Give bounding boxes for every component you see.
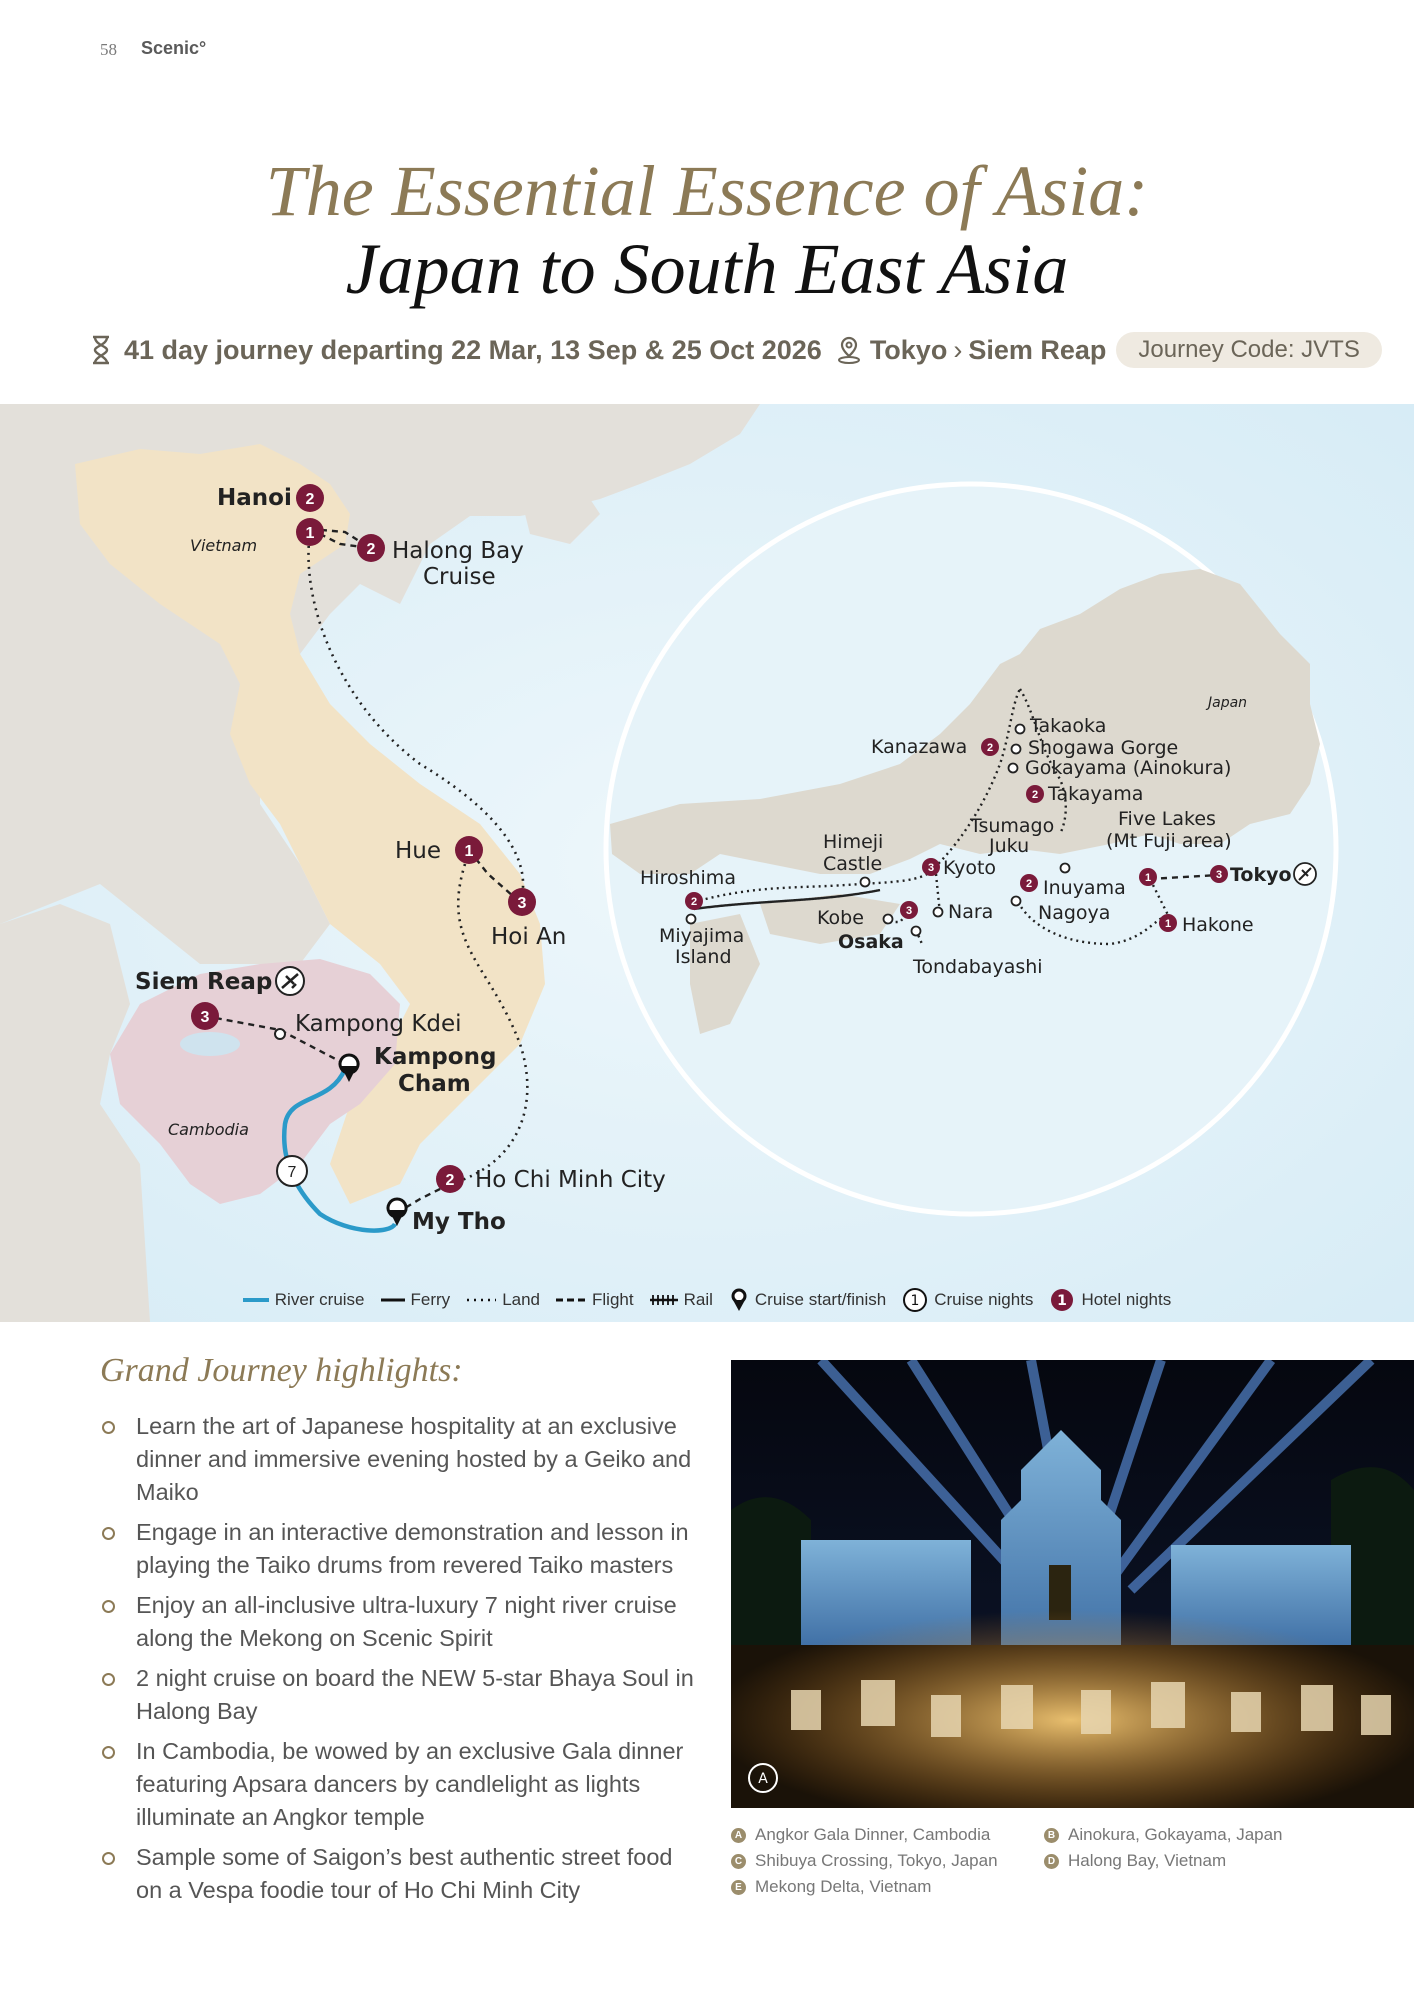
chevron-right-icon: › [953, 334, 963, 365]
place-label-kampong-kdei: Kampong Kdei [295, 1011, 462, 1037]
svg-text:2: 2 [445, 1172, 455, 1189]
journey-duration: 41 day journey departing 22 Mar, 13 Sep & 25 Oct 2026 [124, 334, 822, 365]
rail-line-icon [650, 1293, 678, 1307]
hotel-marker-hakone [1159, 914, 1177, 932]
list-item: Engage in an interactive demonstration and lesson in playing the Taiko drums from revered Taiko masters [100, 1516, 700, 1582]
place-label-hue: Hue [395, 838, 442, 864]
place-label-halong-2: Cruise [423, 564, 496, 590]
list-item: 2 night cruise on board the NEW 5-star Bhaya Soul in Halong Bay [100, 1662, 700, 1728]
legend-land: Land [466, 1290, 540, 1310]
bullet-icon [102, 1852, 115, 1865]
page-number: 58 [100, 40, 117, 59]
angkor-gala-photo [731, 1360, 1414, 1808]
journey-summary [90, 330, 1382, 370]
place-label-takayama: Takayama [1048, 783, 1144, 805]
bullet-icon [102, 1600, 115, 1613]
place-label-hanoi: Hanoi [217, 485, 292, 511]
caption-item: D Halong Bay, Vietnam [1044, 1851, 1226, 1871]
stop-marker-kampong-kdei [275, 1029, 285, 1039]
place-label-kampong-cham-1: Kampong [374, 1044, 497, 1070]
place-label-five-lakes-1: Five Lakes [1118, 808, 1216, 830]
hotel-marker-hanoi [296, 484, 324, 512]
bullet-icon [102, 1421, 115, 1434]
list-item: Learn the art of Japanese hospitality at an exclusive dinner and immersive evening hosted by a Geiko and Maiko [100, 1410, 700, 1509]
legend-cruise-start: Cruise start/finish [729, 1287, 886, 1313]
place-label-takaoka: Takaoka [1030, 715, 1107, 737]
tonle-sap-lake [180, 1032, 240, 1056]
place-label-siem-reap: Siem Reap [135, 969, 273, 995]
svg-text:2: 2 [1031, 789, 1039, 801]
airport-icon-siem-reap [276, 967, 304, 995]
svg-text:7: 7 [287, 1164, 297, 1181]
hotel-marker-takayama [1026, 785, 1044, 803]
cruise-pin-icon [729, 1287, 749, 1313]
country-label-vietnam: Vietnam [190, 536, 258, 555]
svg-text:2: 2 [305, 491, 315, 508]
legend-hotel-nights: 1 Hotel nights [1049, 1287, 1171, 1313]
flight-line-icon [556, 1296, 586, 1304]
caption-item: C Shibuya Crossing, Tokyo, Japan [731, 1851, 998, 1871]
legend-river-cruise: River cruise [243, 1290, 365, 1310]
svg-text:3: 3 [927, 862, 935, 874]
svg-text:1: 1 [305, 525, 315, 542]
hotel-nights-icon [1049, 1287, 1075, 1313]
hotel-marker-siem-reap [191, 1002, 219, 1030]
svg-text:2: 2 [986, 742, 994, 754]
place-label-kyoto: Kyoto [943, 857, 997, 879]
photo-badge-letter: A [758, 1771, 768, 1787]
legend-cruise-nights: 1 Cruise nights [902, 1287, 1033, 1313]
svg-text:3: 3 [517, 895, 527, 912]
highlights-list [100, 1410, 700, 1914]
svg-text:1: 1 [1057, 1293, 1068, 1309]
hotel-marker-five-lakes [1139, 868, 1157, 886]
hotel-marker-inuyama [1020, 874, 1038, 892]
svg-text:1: 1 [910, 1293, 920, 1309]
place-label-tokyo: Tokyo [1230, 864, 1292, 886]
bullet-icon [102, 1673, 115, 1686]
place-label-himeji-1: Himeji [823, 831, 884, 853]
river-line-icon [243, 1296, 269, 1304]
hotel-marker-kanazawa [981, 738, 999, 756]
place-label-halong-1: Halong Bay [392, 538, 524, 564]
journey-origin: Tokyo [869, 334, 948, 365]
highlights-heading: Grand Journey highlights: [100, 1352, 463, 1389]
hotel-marker-kyoto [922, 858, 940, 876]
caption-item: E Mekong Delta, Vietnam [731, 1877, 931, 1897]
place-label-himeji-2: Castle [823, 853, 883, 875]
list-item: Enjoy an all-inclusive ultra-luxury 7 night river cruise along the Mekong on Scenic Spirit [100, 1589, 700, 1655]
list-item: Sample some of Saigon’s best authentic street food on a Vespa foodie tour of Ho Chi Minh City [100, 1841, 700, 1907]
hotel-marker-hcmc [436, 1165, 464, 1193]
place-label-kobe: Kobe [817, 907, 864, 929]
country-label-cambodia: Cambodia [168, 1120, 249, 1139]
svg-text:2: 2 [366, 541, 376, 558]
place-label-hakone: Hakone [1182, 914, 1254, 936]
journey-code-badge: Journey Code: JVTS [1116, 332, 1381, 368]
svg-text:3: 3 [905, 905, 913, 917]
place-label-nagoya: Nagoya [1038, 902, 1111, 924]
place-label-nara: Nara [948, 901, 994, 923]
page-title-line-2: Japan to South East Asia [345, 229, 1069, 309]
svg-text:2: 2 [690, 896, 698, 908]
legend-flight: Flight [556, 1290, 634, 1310]
place-label-kanazawa: Kanazawa [871, 736, 968, 758]
airport-icon-tokyo [1294, 863, 1316, 885]
hotel-marker-hanoi-return [296, 518, 324, 546]
legend-rail: Rail [650, 1290, 713, 1310]
place-label-gokayama: Gokayama (Ainokura) [1025, 757, 1232, 779]
hotel-marker-tokyo [1210, 865, 1228, 883]
cruise-marker-halong [357, 534, 385, 562]
place-label-hoi-an: Hoi An [491, 924, 567, 950]
svg-text:1: 1 [1144, 872, 1152, 884]
caption-item: A Angkor Gala Dinner, Cambodia [731, 1825, 990, 1845]
list-item: In Cambodia, be wowed by an exclusive Gala dinner featuring Apsara dancers by candlelight as lights illuminate an Angkor temple [100, 1735, 700, 1834]
cruise-nights-marker-mekong [277, 1156, 307, 1186]
place-label-shogawa: Shogawa Gorge [1028, 737, 1179, 759]
place-label-hcmc: Ho Chi Minh City [475, 1167, 666, 1193]
cruise-nights-icon [902, 1287, 928, 1313]
place-label-my-tho: My Tho [412, 1209, 506, 1235]
place-label-five-lakes-2: (Mt Fuji area) [1106, 830, 1232, 852]
ferry-line-icon [381, 1296, 405, 1304]
location-pin-icon [836, 335, 862, 365]
hotel-marker-osaka [900, 901, 918, 919]
place-label-miyajima-1: Miyajima [659, 925, 745, 947]
place-label-hiroshima: Hiroshima [640, 867, 736, 889]
place-label-osaka: Osaka [838, 931, 904, 953]
svg-text:1: 1 [1164, 918, 1172, 930]
place-label-miyajima-2: Island [675, 946, 732, 968]
place-label-tsumago-1: Tsumago [970, 815, 1055, 837]
place-label-tondabayashi: Tondabayashi [913, 956, 1043, 978]
svg-text:3: 3 [200, 1009, 210, 1026]
svg-text:3: 3 [1215, 869, 1223, 881]
brand-name: Scenic° [141, 38, 207, 58]
country-label-japan: Japan [1208, 695, 1248, 711]
bullet-icon [102, 1527, 115, 1540]
legend-ferry: Ferry [381, 1290, 451, 1310]
hotel-marker-hiroshima [685, 892, 703, 910]
svg-text:1: 1 [464, 843, 474, 860]
bullet-icon [102, 1746, 115, 1759]
place-label-tsumago-2: Juku [989, 835, 1030, 857]
place-label-inuyama: Inuyama [1043, 877, 1126, 899]
map-legend [0, 1287, 1414, 1313]
hotel-marker-hoi-an [508, 888, 536, 916]
caption-item: B Ainokura, Gokayama, Japan [1044, 1825, 1283, 1845]
hotel-marker-hue [455, 836, 483, 864]
hourglass-icon [90, 335, 116, 365]
place-label-kampong-cham-2: Cham [398, 1071, 471, 1097]
journey-destination: Siem Reap [968, 334, 1107, 365]
land-line-icon [466, 1296, 496, 1304]
route-map [0, 404, 1414, 1322]
page-title-line-1: The Essential Essence of Asia: [265, 151, 1149, 231]
svg-text:2: 2 [1025, 878, 1033, 890]
